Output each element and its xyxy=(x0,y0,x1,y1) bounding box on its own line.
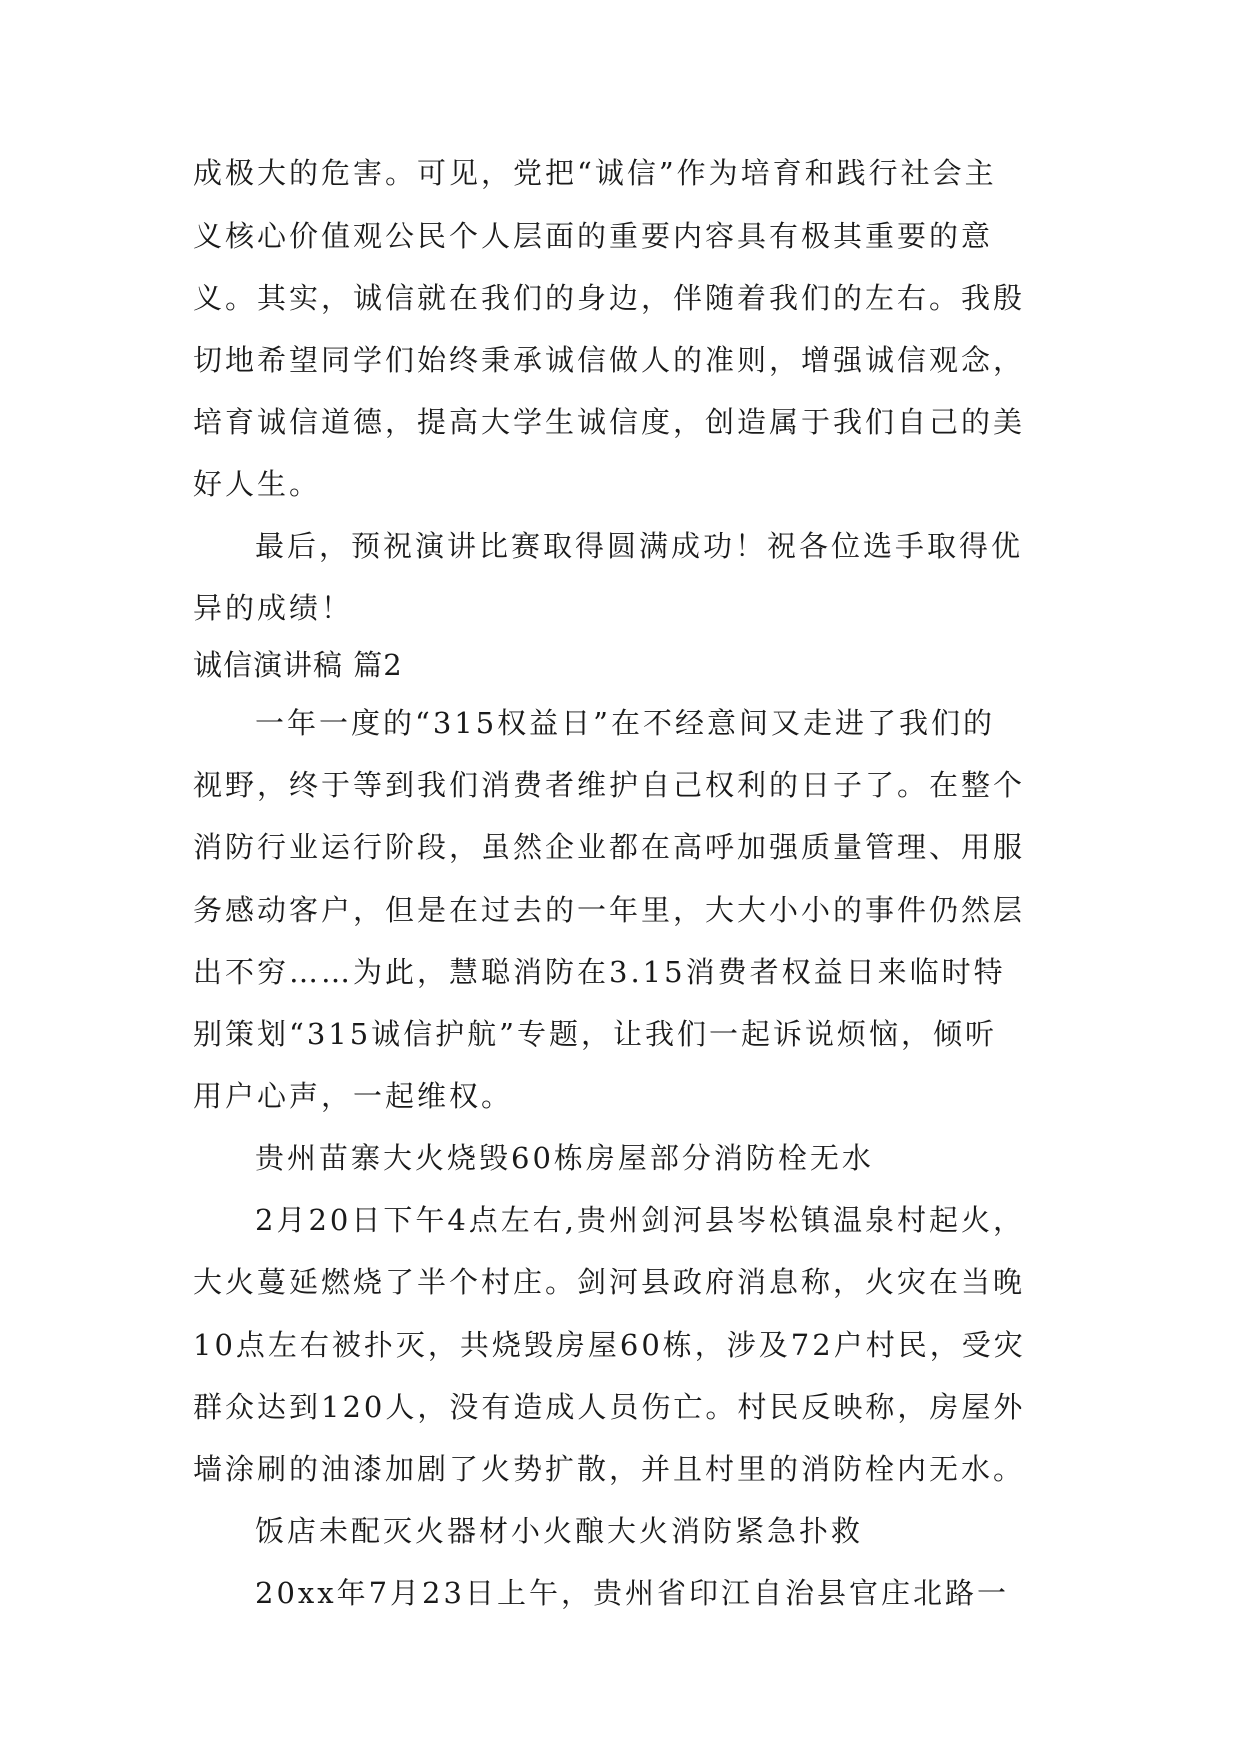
paragraph-line: 大火蔓延燃烧了半个村庄。剑河县政府消息称，火灾在当晚 xyxy=(193,1265,1026,1299)
paragraph-line: 务感动客户，但是在过去的一年里，大大小小的事件仍然层 xyxy=(193,893,1026,927)
paragraph-line: 成极大的危害。可见，党把“诚信”作为培育和践行社会主 xyxy=(193,156,997,190)
news-heading: 饭店未配灭火器材小火酿大火消防紧急扑救 xyxy=(255,1514,864,1548)
paragraph-line: 出不穷……为此，慧聪消防在3.15消费者权益日来临时特 xyxy=(193,955,1006,989)
news-heading: 贵州苗寨大火烧毁60栋房屋部分消防栓无水 xyxy=(255,1141,874,1175)
paragraph-line: 别策划“315诚信护航”专题，让我们一起诉说烦恼，倾听 xyxy=(193,1017,998,1051)
paragraph-line: 切地希望同学们始终秉承诚信做人的准则，增强诚信观念， xyxy=(193,343,1026,377)
paragraph-line: 2月20日下午4点左右,贵州剑河县岑松镇温泉村起火， xyxy=(255,1203,1026,1237)
paragraph-line: 义核心价值观公民个人层面的重要内容具有极其重要的意 xyxy=(193,219,994,253)
paragraph-line: 消防行业运行阶段，虽然企业都在高呼加强质量管理、用服 xyxy=(193,830,1026,864)
paragraph-line: 义。其实，诚信就在我们的身边，伴随着我们的左右。我殷 xyxy=(193,281,1026,315)
paragraph-line: 群众达到120人，没有造成人员伤亡。村民反映称，房屋外 xyxy=(193,1390,1026,1424)
paragraph-line: 用户心声，一起维权。 xyxy=(193,1079,514,1113)
paragraph-line: 异的成绩！ xyxy=(193,591,354,625)
paragraph-line: 一年一度的“315权益日”在不经意间又走进了我们的 xyxy=(255,706,996,740)
paragraph-line: 10点左右被扑灭，共烧毁房屋60栋，涉及72户村民，受灾 xyxy=(193,1328,1026,1362)
paragraph-line: 墙涂刷的油漆加剧了火势扩散，并且村里的消防栓内无水。 xyxy=(193,1452,1026,1486)
paragraph-line: 培育诚信道德，提高大学生诚信度，创造属于我们自己的美 xyxy=(193,405,1026,439)
section-heading: 诚信演讲稿 篇2 xyxy=(193,648,403,682)
paragraph-line: 20xx年7月23日上午，贵州省印江自治县官庄北路一 xyxy=(255,1576,1009,1610)
paragraph-line: 最后，预祝演讲比赛取得圆满成功！祝各位选手取得优 xyxy=(255,529,1024,563)
paragraph-line: 视野，终于等到我们消费者维护自己权利的日子了。在整个 xyxy=(193,768,1026,802)
paragraph-line: 好人生。 xyxy=(193,467,322,501)
